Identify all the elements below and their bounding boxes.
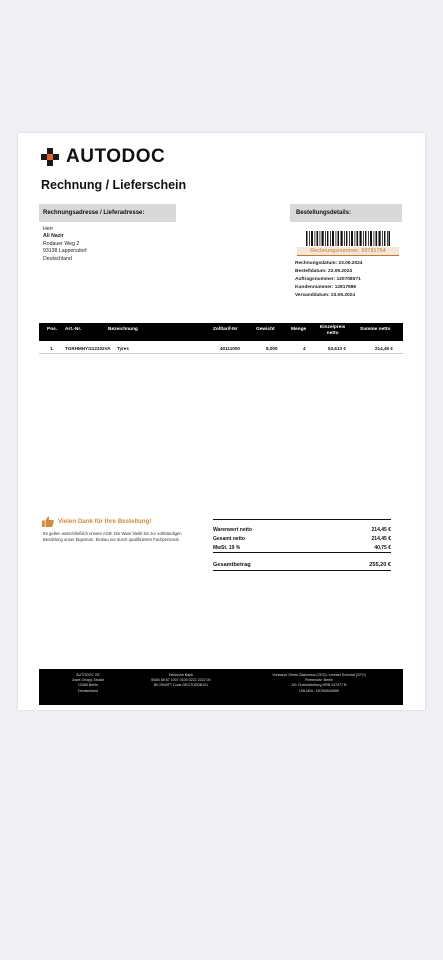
items-table-header <box>39 323 403 341</box>
order-number: Auftragsnummer: 1207085?1 <box>295 277 361 282</box>
totals-label: Warenwert netto <box>213 526 252 533</box>
totals-value: 214,45 € <box>371 535 391 542</box>
col-pos: Pos. <box>47 327 58 332</box>
brand-name: AUTODOC <box>66 146 166 167</box>
footer-line: AG Charlottenburg HRB 247477 B <box>291 683 347 688</box>
brand-logo <box>41 146 165 168</box>
totals-label: MwSt. 19 % <box>213 544 241 551</box>
totals-row <box>213 543 391 553</box>
order-details-heading: Bestellungsdetails: <box>290 204 402 222</box>
row-pos: 1. <box>50 346 54 351</box>
order-details <box>295 260 362 300</box>
address-line: Deutschland <box>43 255 72 262</box>
company-footer <box>39 669 403 705</box>
footer-line: Vorstand: Dmitri Zadonzew (CEO), Lennart Schmidt (CFO) <box>272 673 366 677</box>
footer-address <box>53 673 123 694</box>
col-unit-price-line1: Einzelpreis <box>320 325 346 330</box>
row-qty: 4 <box>303 346 306 351</box>
totals-label: Gesamt netto <box>213 535 245 542</box>
footer-line: USt-IdNr.: DE260634599 <box>299 688 339 693</box>
footer-line: AUTODOC SE <box>76 673 100 677</box>
thanks-message <box>42 516 151 527</box>
footer-line: IBAN DE67 1007 0100 0222 2222 00 <box>151 678 211 683</box>
row-tariff: 40111000 <box>220 346 240 351</box>
address-line: Herr <box>43 226 54 232</box>
billing-address <box>43 226 87 263</box>
shipping-date: Versanddatum: 23.09.2024 <box>295 293 355 298</box>
customer-number: Kundennummer: 12817986 <box>295 285 357 290</box>
grand-total-value: 255,20 € <box>369 562 391 568</box>
totals-row <box>213 525 391 534</box>
col-unit-price <box>320 325 345 337</box>
col-qty: Menge <box>291 327 307 332</box>
col-desc: Bezeichnung <box>108 327 138 332</box>
footer-line: Deutsche Bank <box>168 673 194 677</box>
row-art: TGRHMHYI112102VA <box>65 346 111 351</box>
invoice-number: Rechnungsnummer: 99781764 <box>297 247 399 256</box>
thumbs-up-icon <box>42 516 54 527</box>
col-art: Art.-Nr. <box>65 327 82 332</box>
plus-logo-icon <box>41 148 59 166</box>
customer-name: Ali Nazir <box>43 233 64 240</box>
grand-total-row <box>213 560 391 571</box>
table-row <box>39 344 403 354</box>
footer-line: BIC/SWIFT Code DEUTDEBB101 <box>153 683 209 688</box>
footer-line: Firmensitz: Berlin <box>305 678 333 683</box>
row-weight: 8,000 <box>266 346 278 351</box>
invoice-date: Rechnungsdatum: 23.09.2024 <box>295 261 363 266</box>
totals-value: 214,45 € <box>371 526 391 533</box>
footer-line: Josef-Orlopp-Straße <box>71 678 105 683</box>
footer-line: Deutschland <box>78 688 98 693</box>
barcode <box>306 231 390 246</box>
grand-total-label: Gesamtbetrag <box>213 562 251 568</box>
invoice-page <box>18 133 425 710</box>
address-line: 93138 Lappersdorf <box>43 248 87 255</box>
totals-row <box>213 534 391 543</box>
billing-heading: Rechnungsadresse / Lieferadresse: <box>39 204 176 222</box>
row-unit-price: 53,613 € <box>328 346 346 351</box>
footer-management <box>239 673 399 694</box>
footer-bank <box>131 673 231 689</box>
row-desc: Tyres <box>117 346 129 351</box>
col-tariff: Zolltarif-Nr <box>213 327 238 332</box>
terms-text: Es gelten ausschließlich unsere AGB. Die Ware bleibt bis zur vollständigen Bezahlung unser Eigentum. Einbau nur durch qualifiziertes Fachpersonal. <box>43 531 182 542</box>
col-unit-price-line2: netto <box>326 331 339 336</box>
totals-summary <box>213 519 391 571</box>
col-weight: Gewicht <box>256 327 275 332</box>
thanks-title: Vielen Dank für Ihre Bestellung! <box>58 518 152 525</box>
col-total: Summe netto <box>360 327 391 332</box>
order-date: Bestelldatum: 22.09.2024 <box>295 269 353 274</box>
row-total: 214,45 € <box>375 346 393 351</box>
totals-value: 40,75 € <box>374 544 391 551</box>
document-title: Rechnung / Lieferschein <box>41 178 187 192</box>
address-line: Rodauer Weg 2 <box>43 240 80 247</box>
footer-line: 10365 Berlin <box>77 683 99 688</box>
